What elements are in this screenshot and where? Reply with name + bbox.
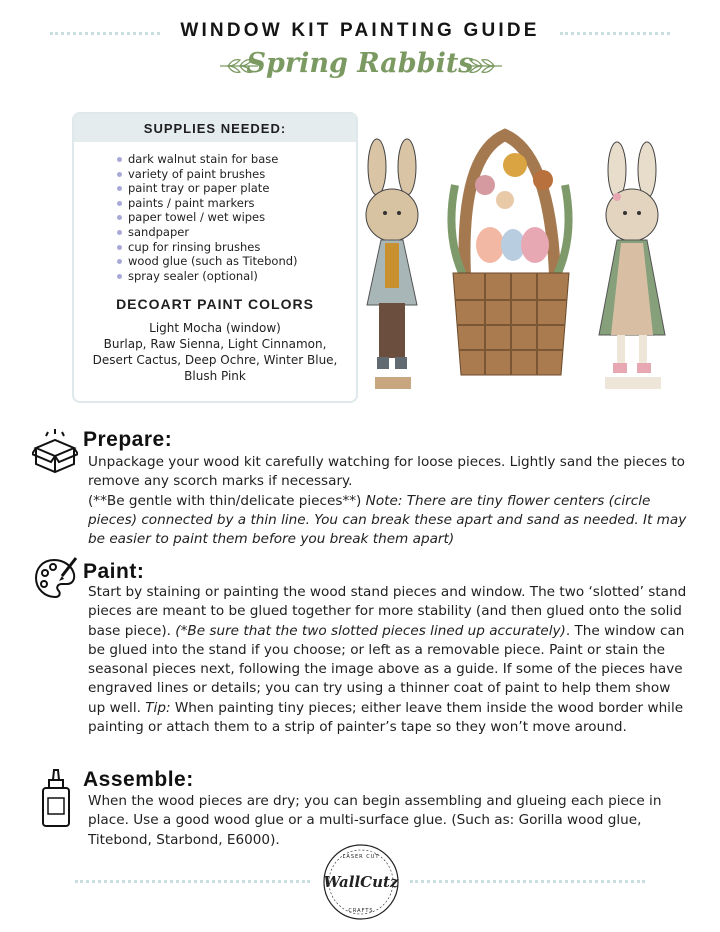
- supply-item: paper towel / wet wipes: [126, 210, 356, 225]
- supplies-box: [72, 112, 358, 403]
- laurel-right-icon: [462, 56, 504, 76]
- assemble-title: Assemble:: [83, 768, 194, 791]
- boy-rabbit-image: [366, 139, 418, 389]
- paint-color-line: Light Mocha (window): [149, 321, 281, 336]
- assemble-text: When the wood pieces are dry; you can begin assembling and glueing each piece in place. Use a good wood glue or a multi-surface glue. (Such as: Gorilla wood glue, Titebond, Starbond, E6000).: [88, 793, 662, 848]
- page-title: WINDOW KIT PAINTING GUIDE: [180, 20, 540, 41]
- footer-dotted-line-right: [410, 880, 645, 883]
- paint-color-line: Burlap, Raw Sienna, Light Cinnamon,: [103, 337, 327, 352]
- supply-item: wood glue (such as Titebond): [126, 254, 356, 269]
- prepare-text: Unpackage your wood kit carefully watching for loose pieces. Lightly sand the pieces to remove any scorch marks if necessary. (**Be gentle with thin/delicate pieces**) Note: There are tiny flower centers (circle pieces) connected by a thin line. You can break these apart and sand as needed. It may be easier to paint them before you break them apart): [88, 454, 687, 548]
- supply-item: variety of paint brushes: [126, 167, 356, 182]
- paint-title: Paint:: [83, 560, 145, 583]
- paint-text: Start by staining or painting the wood stand pieces and window. The two ‘slotted’ stand pieces are meant to be glued together for more stability (and then glued onto the solid base piece). (*Be sure that the two slotted pieces lined up accurately). The window can be glued into the stand if you choose; or left as a removable piece. Paint or stain the seasonal pieces next, following the image above as a guide. If some of the pieces have engraved lines or details; you can try using a thinner coat of paint to help them show up well. Tip: When painting tiny pieces; either leave them inside the wood border while painting or attach them to a strip of painter’s tape so they won’t move around.: [88, 584, 687, 736]
- paint-color-line: Desert Cactus, Deep Ochre, Winter Blue,: [92, 353, 338, 368]
- supply-item: spray sealer (optional): [126, 269, 356, 284]
- footer-dotted-line-left: [75, 880, 310, 883]
- girl-rabbit-image: [599, 142, 665, 389]
- svg-text:WallCutz: WallCutz: [323, 873, 399, 891]
- supply-item: paint tray or paper plate: [126, 181, 356, 196]
- supply-item: paints / paint markers: [126, 196, 356, 211]
- glue-bottle-icon: [40, 768, 72, 828]
- svg-text:LASER CUT: LASER CUT: [342, 854, 380, 860]
- paint-color-line: Blush Pink: [184, 369, 246, 384]
- box-icon: [32, 428, 78, 474]
- svg-text:CRAFTS: CRAFTS: [348, 908, 374, 914]
- supplies-heading: SUPPLIES NEEDED:: [74, 114, 356, 142]
- prepare-title: Prepare:: [83, 428, 173, 451]
- wallcutz-logo: [321, 842, 401, 922]
- supply-item: dark walnut stain for base: [126, 152, 356, 167]
- flower-basket-image: [451, 135, 569, 375]
- supply-item: cup for rinsing brushes: [126, 240, 356, 255]
- palette-icon: [34, 556, 78, 600]
- supply-item: sandpaper: [126, 225, 356, 240]
- paint-colors-heading: DECOART PAINT COLORS: [116, 296, 314, 313]
- spring-rabbits-illustration: [355, 125, 675, 395]
- supplies-list: [126, 152, 356, 283]
- page-subtitle: Spring Rabbits: [246, 48, 474, 79]
